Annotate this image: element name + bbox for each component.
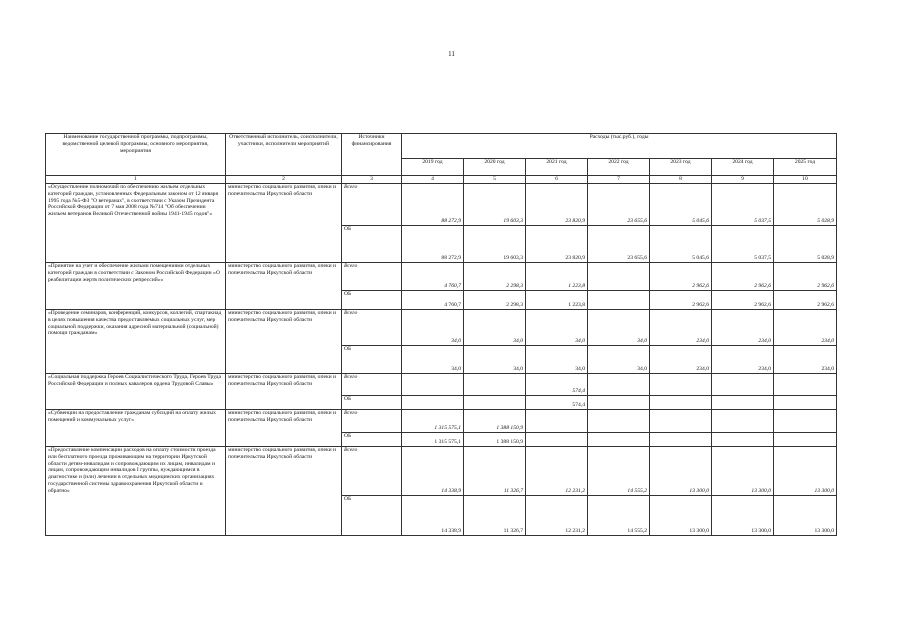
row-source-ob: ОБ <box>342 291 402 310</box>
cell-total: 5 045,6 <box>650 184 712 226</box>
cell-total: 1 388 150,9 <box>464 410 526 433</box>
cell-total: 574,4 <box>526 374 588 396</box>
cell-ob: 34,0 <box>588 346 650 374</box>
header-year: 2024 год <box>712 159 774 176</box>
cell-total: 2 962,6 <box>712 263 774 291</box>
cell-ob: 14 338,9 <box>402 496 464 536</box>
row-name: «Осуществление полномочий по обеспечению жильем отдельных категорий граждан, установленных Федеральным законом от 12 января 1995 года №5-ФЗ "О ветеранах", в соответствии с Указом Президента Российской Федерации от 7 мая 2008 года №714 "Об обеспечении жильем ветеранов Великой Отечественной войны 1941-1945 годов"» <box>46 184 226 263</box>
column-number: 8 <box>650 176 712 184</box>
cell-ob <box>774 396 837 410</box>
cell-ob: 234,0 <box>774 346 837 374</box>
row-source-total: Всего <box>342 310 402 346</box>
cell-ob: 2 962,6 <box>774 291 837 310</box>
cell-total: 13 300,0 <box>712 447 774 496</box>
cell-total: 234,0 <box>650 310 712 346</box>
row-source-total: Всего <box>342 184 402 226</box>
row-name: «Социальная поддержка Героев Социалистического Труда, Героев Труда Российской Федерации и полных кавалеров ордена Трудовой Славы» <box>46 374 226 410</box>
cell-ob: 2 962,6 <box>712 291 774 310</box>
cell-ob: 234,0 <box>650 346 712 374</box>
row-executor: министерство социального развития, опеки и попечительства Иркутской области <box>226 374 342 410</box>
row-source-total: Всего <box>342 263 402 291</box>
header-executor: Ответственный исполнитель, соисполнители, участники, исполнители мероприятий <box>226 134 342 176</box>
cell-total <box>402 374 464 396</box>
cell-total: 23 655,6 <box>588 184 650 226</box>
budget-table <box>45 133 837 536</box>
cell-ob: 34,0 <box>526 346 588 374</box>
cell-ob: 5 028,9 <box>774 226 837 263</box>
cell-ob <box>774 433 837 447</box>
cell-total: 13 300,0 <box>774 447 837 496</box>
cell-ob: 14 555,2 <box>588 496 650 536</box>
cell-ob <box>464 396 526 410</box>
cell-total: 2 962,6 <box>650 263 712 291</box>
cell-ob: 13 300,0 <box>712 496 774 536</box>
cell-ob: 574,4 <box>526 396 588 410</box>
cell-total: 4 760,7 <box>402 263 464 291</box>
cell-total: 12 231,2 <box>526 447 588 496</box>
cell-ob: 5 045,6 <box>650 226 712 263</box>
cell-total: 234,0 <box>774 310 837 346</box>
header-year: 2022 год <box>588 159 650 176</box>
cell-ob: 13 300,0 <box>650 496 712 536</box>
cell-ob: 19 603,3 <box>464 226 526 263</box>
cell-ob: 13 300,0 <box>774 496 837 536</box>
cell-ob <box>402 396 464 410</box>
column-number-row <box>46 176 837 184</box>
cell-ob <box>588 396 650 410</box>
cell-ob: 23 820,9 <box>526 226 588 263</box>
cell-total: 19 603,3 <box>464 184 526 226</box>
cell-ob: 1 223,8 <box>526 291 588 310</box>
cell-total: 13 300,0 <box>650 447 712 496</box>
row-source-total: Всего <box>342 410 402 433</box>
cell-ob: 88 272,9 <box>402 226 464 263</box>
cell-total <box>712 410 774 433</box>
cell-ob: 4 760,7 <box>402 291 464 310</box>
page-number: 11 <box>448 50 455 58</box>
cell-total: 88 272,9 <box>402 184 464 226</box>
cell-total <box>774 374 837 396</box>
header-expenses: Расходы (тыс.руб.), годы <box>402 134 837 159</box>
cell-ob: 34,0 <box>402 346 464 374</box>
table-row <box>46 410 837 433</box>
cell-ob: 11 326,7 <box>464 496 526 536</box>
row-name: «Предоставление компенсации расходов на оплату стоимости проезда или бесплатного проезда проживающим на территории Иркутской области детям-инвалидам и сопровождающим их лицам, инвалидам и лицам, сопровождающим инвалидов I группы, нуждающимся в диагностике и (или) лечении в отдельных медицинских организациях государственной системы здравоохранения Иркутской области и обратно» <box>46 447 226 536</box>
cell-total: 5 037,5 <box>712 184 774 226</box>
column-number: 3 <box>342 176 402 184</box>
cell-ob: 5 037,5 <box>712 226 774 263</box>
row-executor: министерство социального развития, опеки и попечительства Иркутской области <box>226 263 342 310</box>
cell-ob <box>588 291 650 310</box>
cell-total: 1 315 575,1 <box>402 410 464 433</box>
column-number: 5 <box>464 176 526 184</box>
row-source-ob: ОБ <box>342 396 402 410</box>
header-year: 2025 год <box>774 159 837 176</box>
cell-total: 14 338,9 <box>402 447 464 496</box>
header-year: 2021 год <box>526 159 588 176</box>
cell-total <box>712 374 774 396</box>
cell-ob: 2 962,6 <box>650 291 712 310</box>
cell-ob: 23 655,6 <box>588 226 650 263</box>
cell-total <box>774 410 837 433</box>
column-number: 9 <box>712 176 774 184</box>
column-number: 7 <box>588 176 650 184</box>
cell-total: 14 555,2 <box>588 447 650 496</box>
column-number: 2 <box>226 176 342 184</box>
cell-ob: 1 388 150,9 <box>464 433 526 447</box>
row-name: «Субвенции на предоставление гражданам субсидий на оплату жилых помещений и коммунальных услуг» <box>46 410 226 447</box>
table-row <box>46 263 837 291</box>
row-name: «Проведение семинаров, конференций, конкурсов, коллегий, спартакиад в целях повышения качества предоставляемых социальных услуг, мер социальной поддержки, оказания адресной материальной (социальной) помощи гражданам» <box>46 310 226 374</box>
row-executor: министерство социального развития, опеки и попечительства Иркутской области <box>226 447 342 536</box>
header-year: 2019 год <box>402 159 464 176</box>
cell-total <box>464 374 526 396</box>
column-number: 1 <box>46 176 226 184</box>
cell-ob: 34,0 <box>464 346 526 374</box>
cell-total <box>526 410 588 433</box>
header-name: Наименование государственной программы, подпрограммы, ведомственной целевой программы, основного мероприятия, мероприятия <box>46 134 226 176</box>
cell-ob <box>712 396 774 410</box>
cell-total <box>588 374 650 396</box>
row-source-total: Всего <box>342 447 402 496</box>
row-executor: министерство социального развития, опеки и попечительства Иркутской области <box>226 310 342 374</box>
cell-total: 234,0 <box>712 310 774 346</box>
table-header <box>46 134 837 184</box>
cell-total: 2 298,3 <box>464 263 526 291</box>
row-name: «Принятие на учет и обеспечение жильми помещениями отдельных категорий граждан в соответствии с Законом Российской Федерации «О реабилитации жертв политических репрессий»» <box>46 263 226 310</box>
cell-total: 1 223,8 <box>526 263 588 291</box>
cell-total: 34,0 <box>526 310 588 346</box>
cell-total: 34,0 <box>402 310 464 346</box>
cell-ob: 1 315 575,1 <box>402 433 464 447</box>
table-body <box>46 184 837 536</box>
table-row <box>46 184 837 226</box>
row-executor: министерство социального развития, опеки и попечительства Иркутской области <box>226 410 342 447</box>
header-year: 2020 год <box>464 159 526 176</box>
cell-ob <box>650 396 712 410</box>
cell-total: 5 028,9 <box>774 184 837 226</box>
cell-ob <box>650 433 712 447</box>
cell-total: 34,0 <box>464 310 526 346</box>
header-year: 2023 год <box>650 159 712 176</box>
cell-ob <box>712 433 774 447</box>
cell-total <box>650 374 712 396</box>
row-executor: министерство социального развития, опеки и попечительства Иркутской области <box>226 184 342 263</box>
row-source-ob: ОБ <box>342 226 402 263</box>
column-number: 6 <box>526 176 588 184</box>
cell-total <box>650 410 712 433</box>
table-row <box>46 447 837 496</box>
cell-total: 23 820,9 <box>526 184 588 226</box>
cell-total: 34,0 <box>588 310 650 346</box>
cell-ob: 234,0 <box>712 346 774 374</box>
table-row <box>46 310 837 346</box>
cell-ob <box>526 433 588 447</box>
cell-ob <box>588 433 650 447</box>
column-number: 4 <box>402 176 464 184</box>
cell-ob: 2 298,3 <box>464 291 526 310</box>
cell-total <box>588 263 650 291</box>
row-source-ob: ОБ <box>342 346 402 374</box>
row-source-ob: ОБ <box>342 496 402 536</box>
cell-total <box>588 410 650 433</box>
row-source-total: Всего <box>342 374 402 396</box>
column-number: 10 <box>774 176 837 184</box>
row-source-ob: ОБ <box>342 433 402 447</box>
cell-total: 11 326,7 <box>464 447 526 496</box>
header-source: Источники финансирования <box>342 134 402 176</box>
cell-total: 2 962,6 <box>774 263 837 291</box>
table-row <box>46 374 837 396</box>
cell-ob: 12 231,2 <box>526 496 588 536</box>
